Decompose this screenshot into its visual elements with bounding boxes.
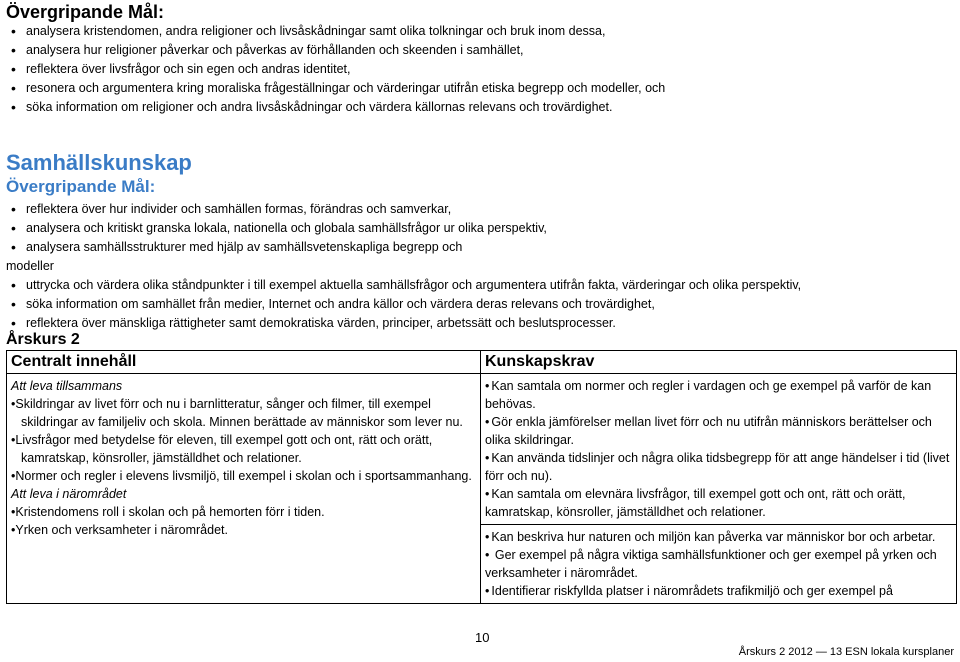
central-content-cell	[7, 374, 481, 604]
list-item: • Skildringar av livet förr och nu i barnlitteratur, sånger och filmer, till exempel skildringar av familjeliv och skola. Minnen berättade av människor som lever nu.	[11, 395, 476, 431]
list-item: • Ger exempel på några viktiga samhällsfunktioner och ger exempel på yrken och verksamheter i närområdet.	[485, 546, 952, 582]
list-item: • Kan beskriva hur naturen och miljön kan påverka var människor bor och arbetar.	[485, 528, 952, 546]
subheading: Att leva i närområdet	[11, 487, 127, 501]
list-item: • reflektera över livsfrågor och sin egen och andras identitet,	[6, 60, 956, 79]
list-item: • söka information om samhället från medier, Internet och andra källor och värdera deras relevans och trovärdighet,	[6, 295, 956, 314]
list-item: • resonera och argumentera kring moraliska frågeställningar och värderingar utifrån etiska begrepp och modeller, och	[6, 79, 956, 98]
list-item: • Livsfrågor med betydelse för eleven, till exempel gott och ont, rätt och orätt, kamratskap, könsroller, jämställdhet och relationer.	[11, 431, 476, 467]
goals-heading: Övergripande Mål:	[6, 177, 156, 196]
column-header-knowledge-requirements: Kunskapskrav	[481, 351, 957, 374]
list-item: • reflektera över mänskliga rättigheter samt demokratiska värden, principer, arbetssätt och beslutsprocesser.	[6, 314, 956, 333]
list-item: • analysera kristendomen, andra religioner och livsåskådningar samt olika tolkningar och bruk inom dessa,	[6, 22, 956, 41]
subheading: Att leva tillsammans	[11, 379, 123, 393]
page-number: 10	[475, 630, 490, 645]
samhallskunskap-section	[6, 150, 956, 333]
list-item: • söka information om religioner och andra livsåskådningar och värdera källornas relevans och trovärdighet.	[6, 98, 956, 117]
knowledge-requirements-cell	[481, 374, 957, 525]
knowledge-requirements-cell	[481, 525, 957, 604]
list-item: • Kan använda tidslinjer och några olika tidsbegrepp för att ange händelser i tid (livet förr och nu).	[485, 449, 952, 485]
list-item: • analysera samhällsstrukturer med hjälp av samhällsvetenskapliga begrepp och	[6, 238, 956, 257]
curriculum-table	[6, 350, 957, 604]
goals-list	[6, 200, 956, 257]
subject-title: Samhällskunskap	[6, 150, 192, 175]
list-item: • Normer och regler i elevens livsmiljö, till exempel i skolan och i sportsammanhang.	[11, 467, 476, 485]
list-item: • Kristendomens roll i skolan och på hemorten förr i tiden.	[11, 503, 476, 521]
footer-text: Årskurs 2 2012 — 13 ESN lokala kursplaner	[738, 646, 954, 658]
list-item: • uttrycka och värdera olika ståndpunkter i till exempel aktuella samhällsfrågor och argumentera utifrån fakta, värderingar och olika perspektiv,	[6, 276, 956, 295]
list-item: • Kan samtala om elevnära livsfrågor, till exempel gott och ont, rätt och orätt, kamratskap, könsroller, jämställdhet och relationer.	[485, 485, 952, 521]
column-header-central-content: Centralt innehåll	[7, 351, 481, 374]
goals-list-continued	[6, 276, 956, 333]
list-item: • Identifierar riskfyllda platser i närområdets trafikmiljö och ger exempel på	[485, 582, 952, 600]
list-item: • reflektera över hur individer och samhällen formas, förändras och samverkar,	[6, 200, 956, 219]
goals-heading: Övergripande Mål:	[6, 2, 165, 22]
list-item: • analysera hur religioner påverkar och påverkas av förhållanden och skeenden i samhället,	[6, 41, 956, 60]
list-item: • Kan samtala om normer och regler i vardagen och ge exempel på varför de kan behövas.	[485, 377, 952, 413]
goals-list	[6, 22, 956, 117]
grade-heading: Årskurs 2	[6, 331, 80, 348]
list-item: • Yrken och verksamheter i närområdet.	[11, 521, 476, 539]
list-item: • analysera och kritiskt granska lokala, nationella och globala samhällsfrågor ur olika perspektiv,	[6, 219, 956, 238]
list-item: • Gör enkla jämförelser mellan livet förr och nu utifrån människors berättelser och olika skildringar.	[485, 413, 952, 449]
continuation-text: modeller	[6, 259, 54, 273]
religion-goals-section	[6, 2, 956, 117]
